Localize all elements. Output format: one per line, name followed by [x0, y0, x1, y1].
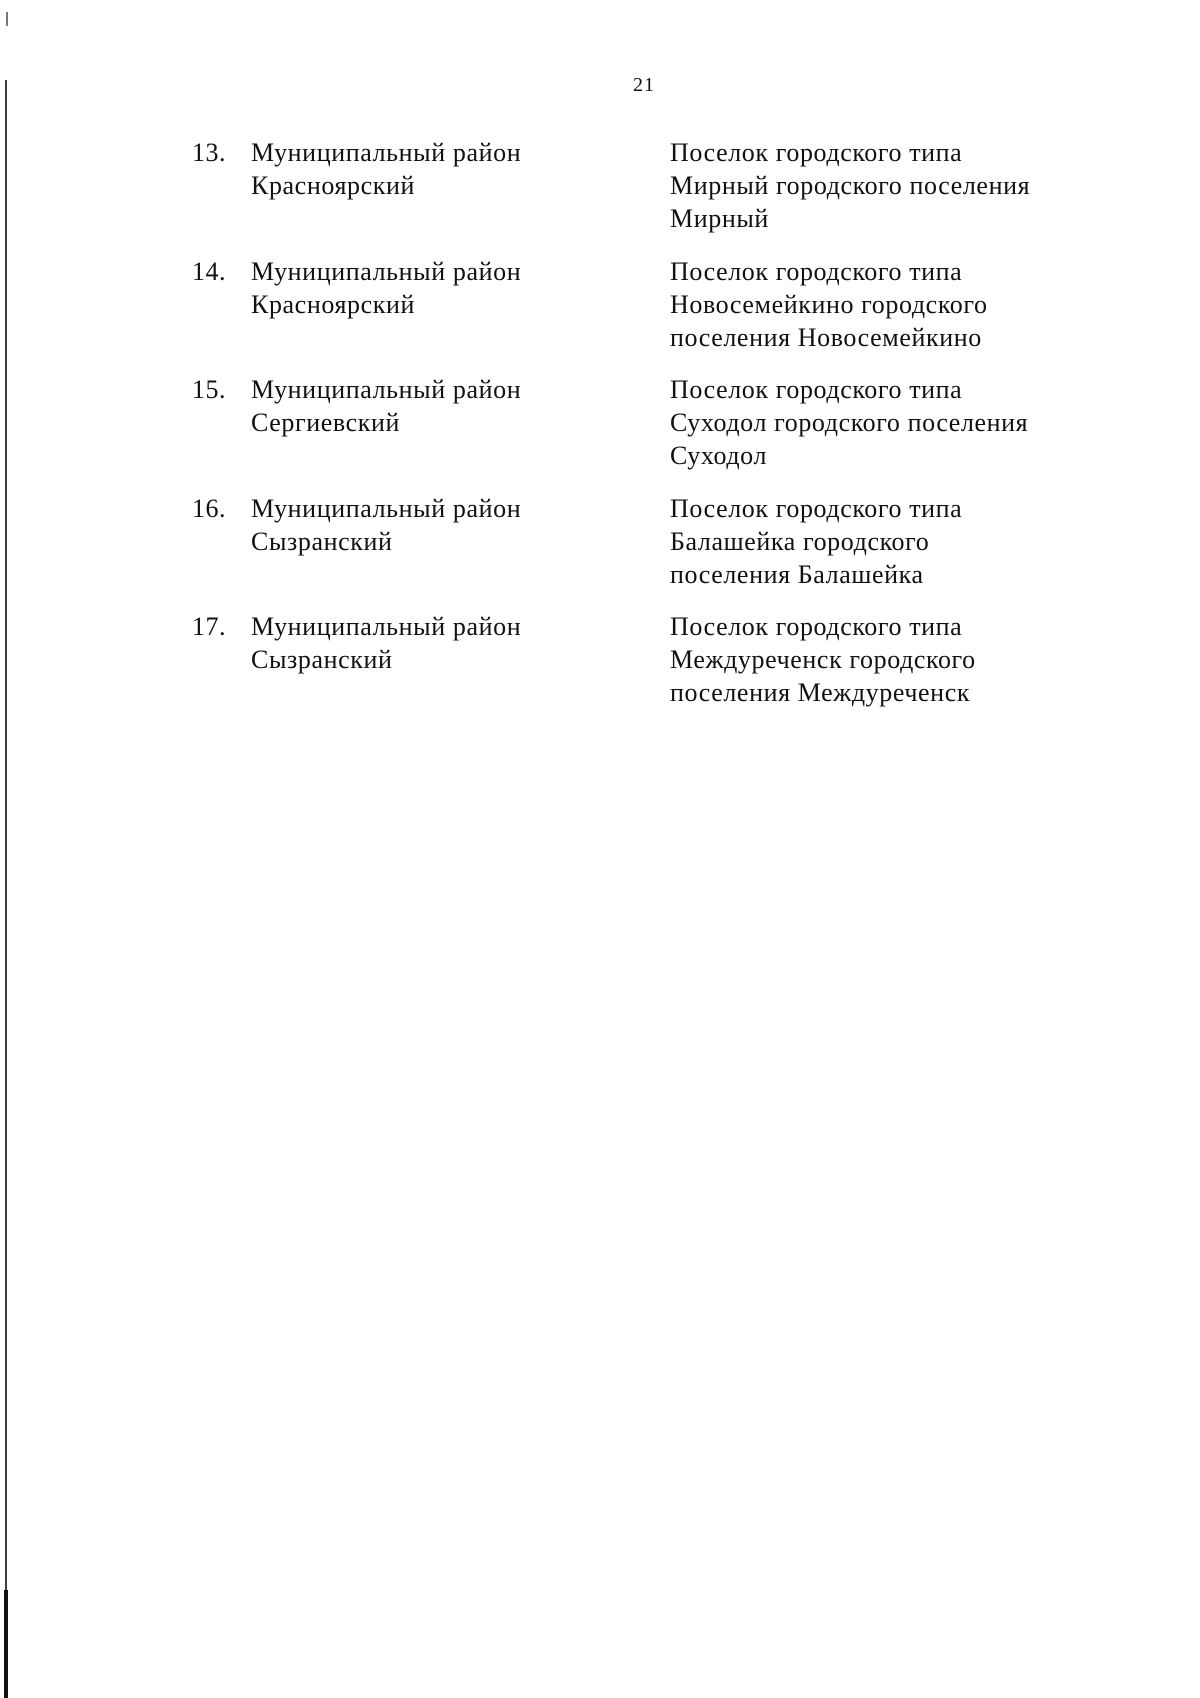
list-item [0, 610, 1200, 729]
settlement-line: Мирный [670, 204, 769, 233]
settlement-line: Междуреченск городского [670, 645, 976, 674]
district-name [251, 373, 591, 439]
settlement-line: Балашейка городского [670, 526, 930, 556]
settlement-line: поселения Новосемейкино [670, 322, 982, 352]
settlement-line: поселения Междуреченск [670, 678, 971, 707]
settlement-name [670, 492, 1090, 591]
item-number: 17. [192, 612, 226, 641]
district-line: Сергиевский [251, 408, 401, 437]
settlement-line: Мирный городского поселения [670, 171, 1031, 200]
district-name [251, 136, 591, 202]
district-line: Муниципальный район [251, 256, 522, 286]
settlement-name [670, 136, 1090, 235]
district-line: Муниципальный район [251, 493, 522, 523]
settlement-line: Суходол [670, 441, 768, 470]
district-line: Красноярский [251, 171, 415, 200]
settlement-list [0, 136, 1200, 729]
scan-artifact-mark [6, 12, 8, 26]
list-item [0, 136, 1200, 255]
settlement-line: Новосемейкино городского [670, 289, 988, 319]
settlement-line: Суходол городского поселения [670, 408, 1029, 437]
district-line: Муниципальный район [251, 375, 522, 404]
settlement-line: Поселок городского типа [670, 256, 963, 286]
scan-edge-shadow [4, 1590, 8, 1698]
district-line: Муниципальный район [251, 138, 522, 167]
settlement-line: Поселок городского типа [670, 375, 963, 404]
district-line: Сызранский [251, 526, 393, 556]
list-item [0, 255, 1200, 374]
item-number: 15. [192, 375, 226, 404]
list-item [0, 373, 1200, 492]
district-line: Муниципальный район [251, 612, 522, 641]
settlement-line: поселения Балашейка [670, 559, 924, 589]
item-number: 14. [192, 256, 226, 286]
settlement-name [670, 373, 1090, 472]
district-line: Красноярский [251, 289, 415, 319]
page-number: 21 [633, 74, 655, 96]
settlement-line: Поселок городского типа [670, 138, 963, 167]
list-item [0, 492, 1200, 611]
district-name [251, 610, 591, 676]
settlement-line: Поселок городского типа [670, 612, 963, 641]
item-number: 13. [192, 138, 226, 167]
district-line: Сызранский [251, 645, 393, 674]
settlement-name [670, 610, 1090, 709]
district-name [251, 492, 591, 558]
item-number: 16. [192, 493, 226, 523]
settlement-name [670, 255, 1090, 354]
district-name [251, 255, 591, 321]
settlement-line: Поселок городского типа [670, 493, 963, 523]
